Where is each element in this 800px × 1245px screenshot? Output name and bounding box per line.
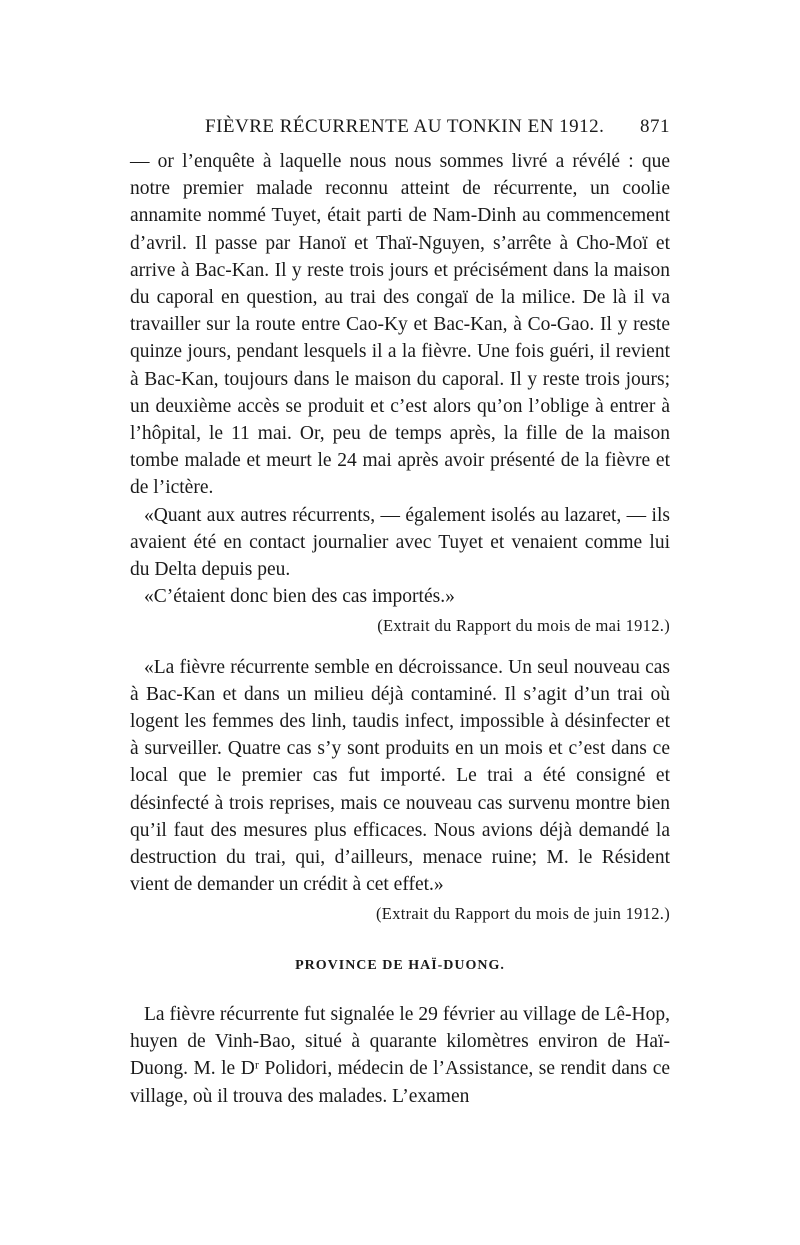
paragraph-1: — or l’enquête à laquelle nous nous sommes livré a révélé : que notre premier malade reconnu atteint de récurrente, un coolie annamite nommé Tuyet, était parti de Nam-Dinh au commencement d’avril. Il passe par Hanoï et Thaï-Nguyen, s’arrête à Cho-Moï et arrive à Bac-Kan. Il y reste trois jours et précisément dans la maison du caporal en question, au trai des congaï de la milice. De là il va travailler sur la route entre Cao-Ky et Bac-Kan, à Co-Gao. Il y reste quinze jours, pendant lesquels il a la fièvre. Une fois guéri, il revient à Bac-Kan, toujours dans le maison du caporal. Il y reste trois jours; un deuxième accès se produit et c’est alors qu’on l’oblige à entrer à l’hôpital, le 11 mai. Or, peu de temps après, la fille de la maison tombe malade et meurt le 24 mai après avoir présenté de la fièvre et de l’ictère. [130,151,670,499]
citation-may: (Extrait du Rapport du mois de mai 1912.) [377,616,670,636]
paragraph-2: «Quant aux autres récurrents, — également isolés au lazaret, — ils avaient été en contact journalier avec Tuyet et venaient comme lui du Delta depuis peu. [130,504,670,581]
paragraph-5: La fièvre récurrente fut signalée le 29 février au village de Lê-Hop, huyen de Vinh-Bao, situé à quarante kilomètres environ de Haï-Duong. M. le Dʳ Polidori, médecin de l’Assistance, se rendit dans ce village, où il trouva des malades. L’examen [130,1003,670,1107]
running-title: FIÈVRE RÉCURRENTE AU TONKIN EN 1912. [205,116,605,137]
page-number: 871 [640,116,670,137]
body-text [130,148,670,1110]
section-heading: PROVINCE DE HAÏ-DUONG. [295,957,505,973]
citation-june: (Extrait du Rapport du mois de juin 1912.) [376,904,670,924]
paragraph-4: «La fièvre récurrente semble en décroissance. Un seul nouveau cas à Bac-Kan et dans un milieu déjà contaminé. Il s’agit d’un trai où logent les femmes des linh, taudis infect, impossible à désinfecter et à surveiller. Quatre cas s’y sont produits en un mois et c’est dans ce local que le premier cas fut importé. Le trai a été consigné et désinfecté à trois reprises, mais ce nouveau cas survenu montre bien qu’il faut des mesures plus efficaces. Nous avions déjà demandé la destruction du trai, qui, d’ailleurs, menace ruine; M. le Résident vient de demander un crédit à cet effet.» [130,656,670,896]
paragraph-3: «C’étaient donc bien des cas importés.» [144,586,455,608]
